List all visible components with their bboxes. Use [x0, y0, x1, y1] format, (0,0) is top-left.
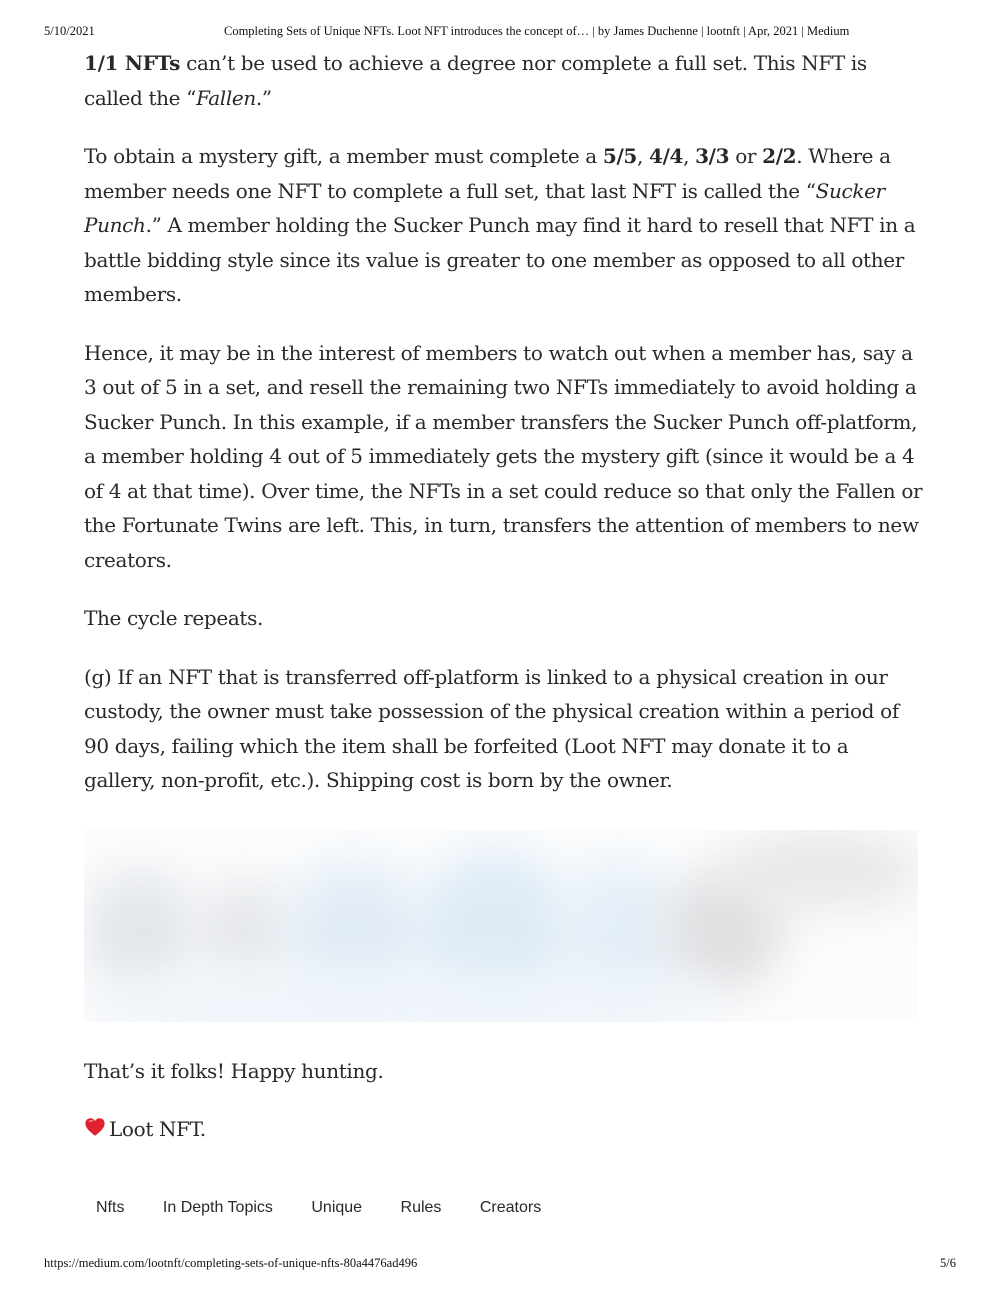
- separator: ,: [683, 144, 696, 168]
- paragraph-text: can’t be used to achieve a degree nor complete a full set. This NFT is called the “: [84, 51, 867, 110]
- bold-one-of-one: 1/1 NFTs: [84, 51, 181, 75]
- paragraph-fallen: [84, 46, 924, 115]
- paragraph-happy-hunting: That’s it folks! Happy hunting.: [84, 1058, 384, 1083]
- paragraph-physical-creation: (g) If an NFT that is transferred off-platform is linked to a physical creation in our custody, the owner must take possession of the physical creation within a period of 90 days, failing which the item shall be forfeited (Loot NFT may donate it to a gallery, non-profit, etc.). Shipping cost is born by the owner.: [84, 664, 899, 792]
- print-date: 5/10/2021: [44, 24, 95, 38]
- signoff: [84, 1112, 924, 1147]
- paragraph-text: .” A member holding the Sucker Punch may find it hard to resell that NFT in a battle bidding style since its value is greater to one member as opposed to all other members.: [84, 213, 916, 306]
- print-footer: [44, 1256, 956, 1272]
- tag-rules[interactable]: Rules: [385, 1190, 458, 1226]
- page-url: https://medium.com/lootnft/completing-sets-of-unique-nfts-80a4476ad496: [44, 1256, 418, 1270]
- page-number: 5/6: [940, 1256, 956, 1270]
- tag-unique[interactable]: Unique: [295, 1190, 378, 1226]
- italic-fallen: Fallen: [196, 85, 256, 110]
- separator: ,: [636, 144, 649, 168]
- paragraph-mystery-gift: [84, 139, 924, 312]
- tag-nfts[interactable]: Nfts: [80, 1190, 140, 1226]
- paragraph-hence: Hence, it may be in the interest of members to watch out when a member has, say a 3 out of 5 in a set, and resell the remaining two NFTs immediately to avoid holding a Sucker Punch. In this example, if a member transfers the Sucker Punch off-platform, a member holding 4 out of 5 immediately gets the mystery gift (since it would be a 4 of 4 at that time). Over time, the NFTs in a set could reduce so that only the Fallen or the Fortunate Twins are left. This, in turn, transfers the attention of members to new creators.: [84, 340, 923, 572]
- separator: or: [729, 144, 763, 168]
- bold-set-size: 2/2: [762, 144, 797, 168]
- tag-in-depth-topics[interactable]: In Depth Topics: [147, 1190, 289, 1226]
- paragraph-cycle: The cycle repeats.: [84, 606, 264, 630]
- paragraph-text: To obtain a mystery gift, a member must complete a: [84, 144, 603, 168]
- bold-set-size: 4/4: [649, 144, 684, 168]
- print-header: [44, 24, 956, 40]
- italic-sucker-punch: Sucker Punch: [84, 178, 885, 237]
- tag-creators[interactable]: Creators: [464, 1190, 557, 1226]
- blurred-embedded-image: [84, 830, 918, 1022]
- print-title: Completing Sets of Unique NFTs. Loot NFT introduces the concept of… | by James Duchenne | lootnft | Apr, 2021 | Medium: [224, 24, 850, 38]
- heart-icon: [84, 1116, 106, 1138]
- bold-set-size: 3/3: [695, 144, 730, 168]
- tag-list: [80, 1190, 559, 1228]
- bold-set-size: 5/5: [602, 144, 637, 168]
- article-body: [84, 46, 924, 1171]
- paragraph-text: .”: [255, 85, 272, 110]
- paragraph-text: . Where a member needs one NFT to complete a full set, that last NFT is called the “: [84, 144, 891, 203]
- signoff-text: Loot NFT.: [109, 1117, 206, 1141]
